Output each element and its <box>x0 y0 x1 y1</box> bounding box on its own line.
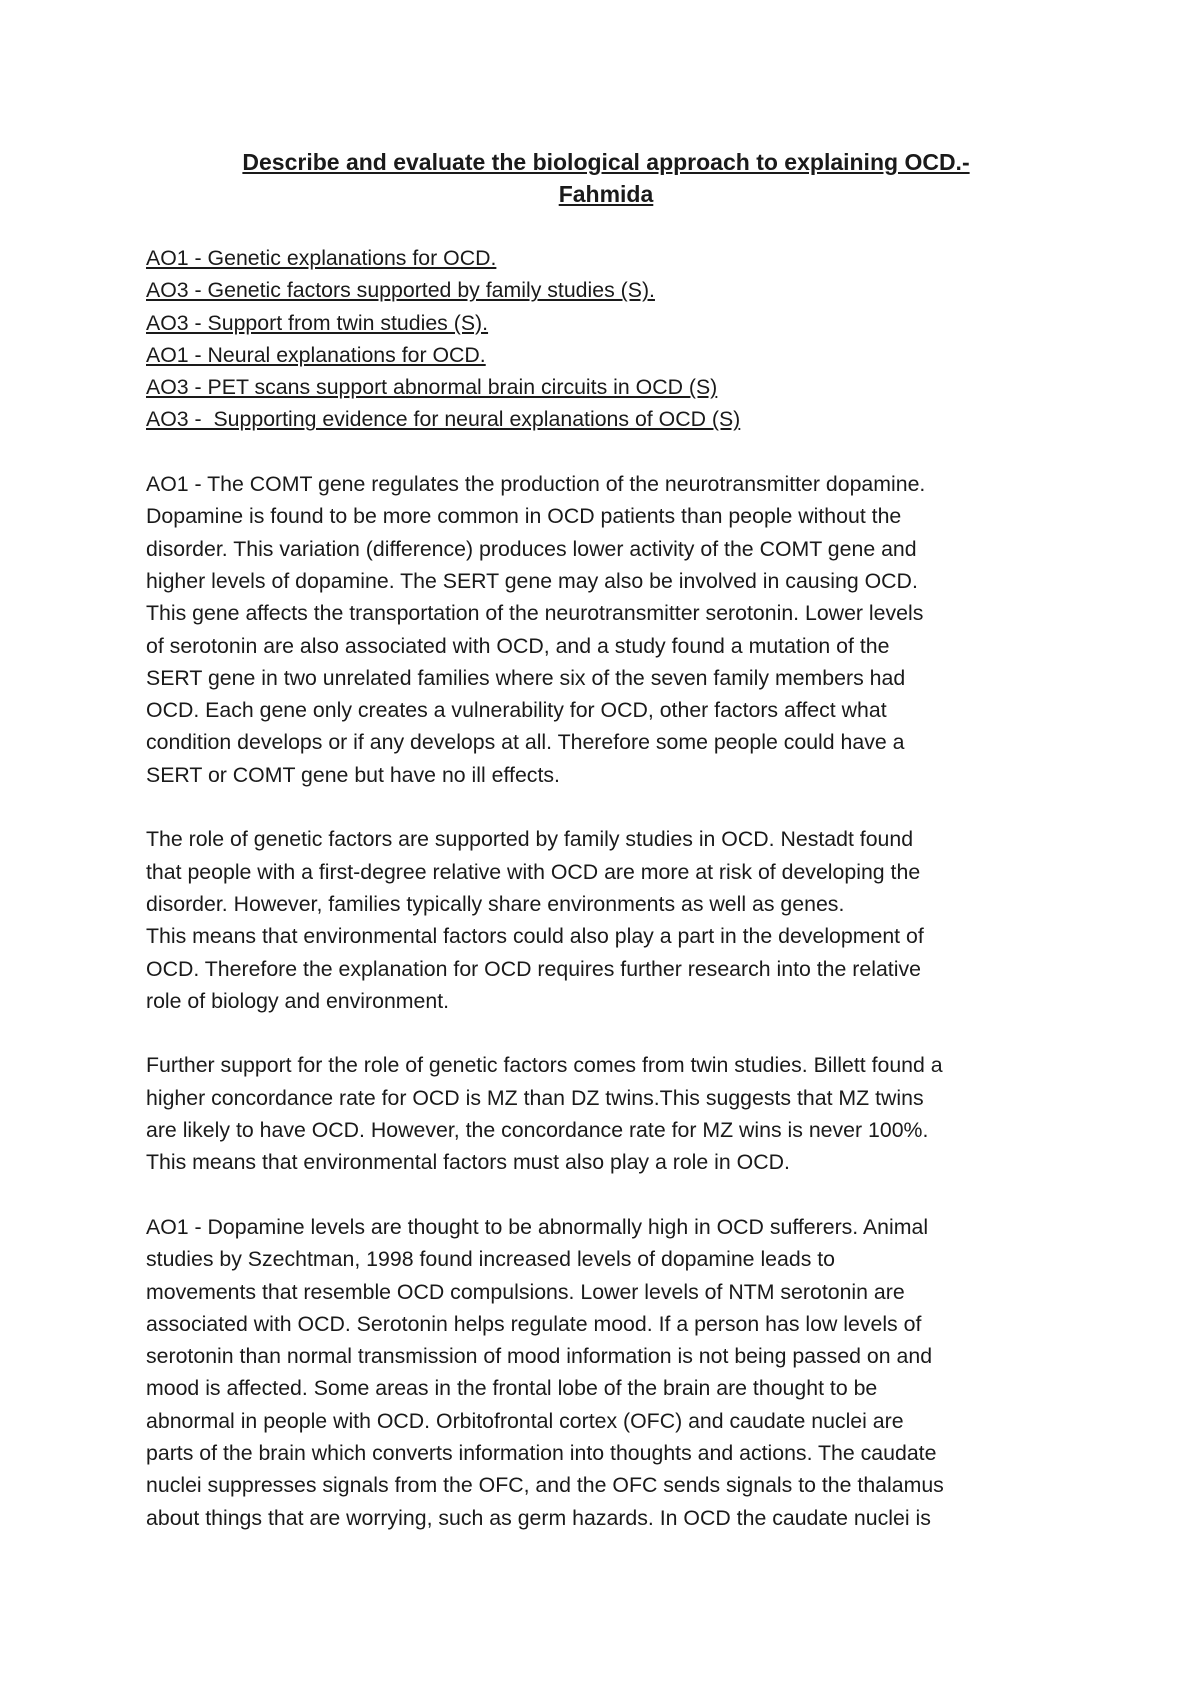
text-line: studies by Szechtman, 1998 found increased levels of dopamine leads to <box>146 1247 836 1272</box>
text-line: of serotonin are also associated with OCD, and a study found a mutation of the <box>146 633 890 658</box>
text-line: parts of the brain which converts information into thoughts and actions. The caudate <box>146 1440 937 1465</box>
paragraph-family-studies <box>146 823 1066 1017</box>
text-line: Further support for the role of genetic factors comes from twin studies. Billett found a <box>146 1053 943 1078</box>
text-line: disorder. This variation (difference) produces lower activity of the COMT gene and <box>146 536 917 561</box>
text-line: serotonin than normal transmission of mood information is not being passed on and <box>146 1344 933 1369</box>
text-line: abnormal in people with OCD. Orbitofrontal cortex (OFC) and caudate nuclei are <box>146 1408 904 1433</box>
text-line: higher concordance rate for OCD is MZ than DZ twins.This suggests that MZ twins <box>146 1085 924 1110</box>
paragraph-neural-explanations <box>146 1211 1066 1534</box>
outline-item: AO3 - PET scans support abnormal brain circuits in OCD (S) <box>146 375 718 400</box>
text-line: AO1 - The COMT gene regulates the production of the neurotransmitter dopamine. <box>146 472 926 497</box>
text-line: disorder. However, families typically share environments as well as genes. <box>146 891 845 916</box>
text-line: about things that are worrying, such as germ hazards. In OCD the caudate nuclei is <box>146 1505 931 1530</box>
outline-item: AO3 - Support from twin studies (S). <box>146 310 489 335</box>
outline-item: AO3 - Supporting evidence for neural explanations of OCD (S) <box>146 407 741 432</box>
text-line: condition develops or if any develops at all. Therefore some people could have a <box>146 730 905 755</box>
text-line: are likely to have OCD. However, the concordance rate for MZ wins is never 100%. <box>146 1118 929 1143</box>
title-line: Fahmida <box>558 181 654 207</box>
text-line: SERT gene in two unrelated families where six of the seven family members had <box>146 665 906 690</box>
title-line: Describe and evaluate the biological approach to explaining OCD.- <box>242 149 970 175</box>
outline-item: AO1 - Neural explanations for OCD. <box>146 342 486 367</box>
text-line: Dopamine is found to be more common in OCD patients than people without the <box>146 504 902 529</box>
outline-item: AO3 - Genetic factors supported by family studies (S). <box>146 278 655 303</box>
outline-item: AO1 - Genetic explanations for OCD. <box>146 246 497 270</box>
text-line: mood is affected. Some areas in the frontal lobe of the brain are thought to be <box>146 1376 878 1401</box>
text-line: movements that resemble OCD compulsions. Lower levels of NTM serotonin are <box>146 1279 905 1304</box>
paragraph-twin-studies <box>146 1049 1066 1178</box>
text-line: role of biology and environment. <box>146 988 450 1013</box>
text-line: nuclei suppresses signals from the OFC, and the OFC sends signals to the thalamus <box>146 1473 944 1498</box>
document-title <box>146 146 1066 210</box>
text-line: This means that environmental factors could also play a part in the development of <box>146 924 924 949</box>
text-line: The role of genetic factors are supported by family studies in OCD. Nestadt found <box>146 827 914 852</box>
text-line: AO1 - Dopamine levels are thought to be abnormally high in OCD sufferers. Animal <box>146 1214 929 1239</box>
essay-outline <box>146 242 1066 436</box>
text-line: SERT or COMT gene but have no ill effects. <box>146 762 560 787</box>
text-line: OCD. Each gene only creates a vulnerability for OCD, other factors affect what <box>146 698 887 723</box>
text-line: that people with a first-degree relative with OCD are more at risk of developing the <box>146 859 921 884</box>
text-line: This gene affects the transportation of the neurotransmitter serotonin. Lower levels <box>146 601 924 626</box>
text-line: OCD. Therefore the explanation for OCD requires further research into the relative <box>146 956 921 981</box>
paragraph-genetic-explanations <box>146 468 1066 791</box>
document-body <box>146 146 1066 1534</box>
text-line: This means that environmental factors must also play a role in OCD. <box>146 1150 790 1175</box>
text-line: higher levels of dopamine. The SERT gene may also be involved in causing OCD. <box>146 568 918 593</box>
text-line: associated with OCD. Serotonin helps regulate mood. If a person has low levels of <box>146 1311 922 1336</box>
